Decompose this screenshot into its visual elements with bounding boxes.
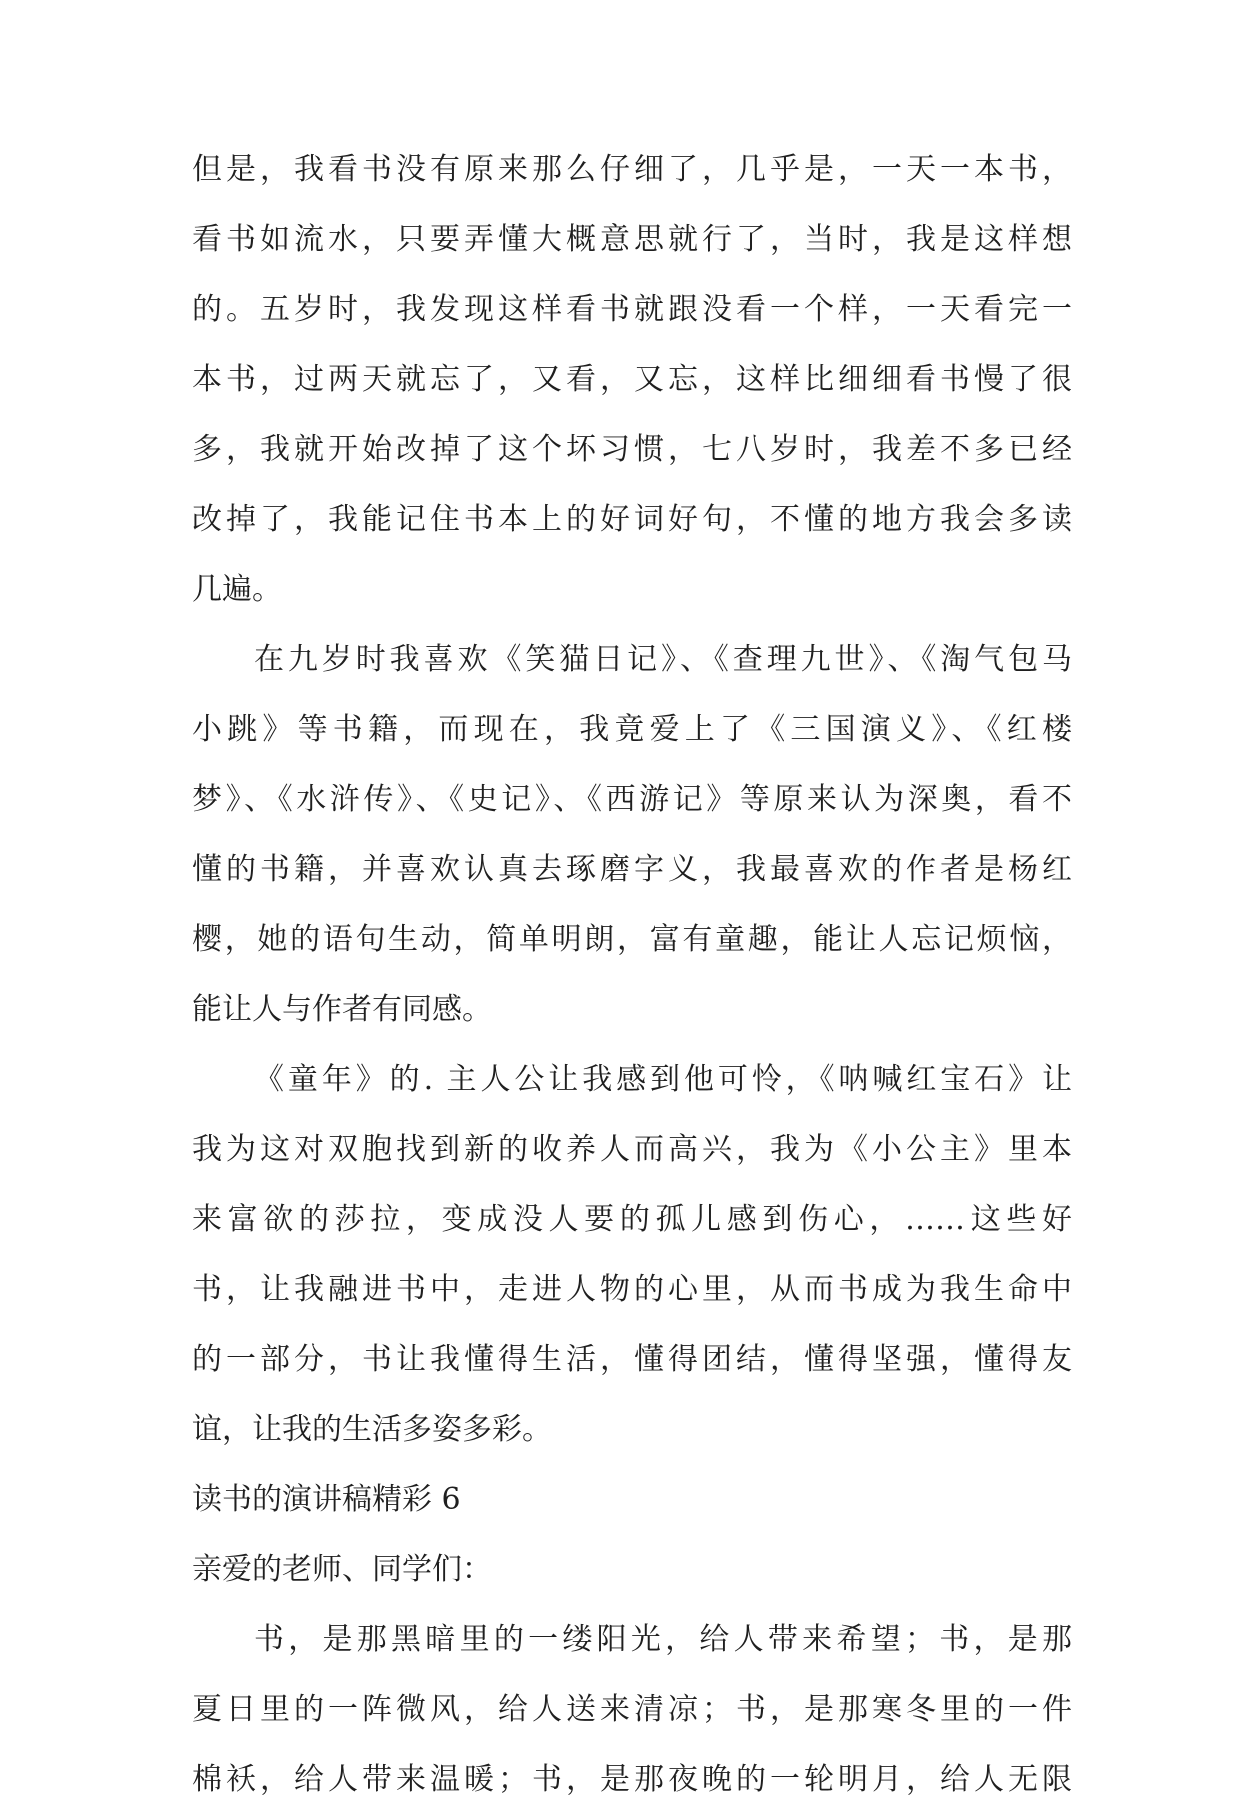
text-line: 我为这对双胞找到新的收养人而高兴，我为《小公主》里本 bbox=[192, 1132, 1072, 1167]
text-line: 本书，过两天就忘了，又看，又忘，这样比细细看书慢了很 bbox=[192, 362, 1072, 397]
text-line: 但是，我看书没有原来那么仔细了，几乎是，一天一本书， bbox=[192, 152, 1072, 187]
text-line: 能让人与作者有同感。 bbox=[192, 992, 492, 1027]
text-line: 的。五岁时，我发现这样看书就跟没看一个样，一天看完一 bbox=[192, 292, 1072, 327]
text-line: 在九岁时我喜欢《笑猫日记》、《查理九世》、《淘气包马 bbox=[254, 642, 1072, 677]
text-line: 《童年》的. 主人公让我感到他可怜，《呐喊红宝石》让 bbox=[254, 1062, 1072, 1097]
text-line: 夏日里的一阵微风，给人送来清凉；书，是那寒冬里的一件 bbox=[192, 1692, 1072, 1727]
text-line: 书，让我融进书中，走进人物的心里，从而书成为我生命中 bbox=[192, 1272, 1072, 1307]
text-line: 棉袄，给人带来温暖；书，是那夜晚的一轮明月，给人无限 bbox=[192, 1762, 1072, 1797]
text-line: 看书如流水，只要弄懂大概意思就行了，当时，我是这样想 bbox=[192, 222, 1072, 257]
text-line: 几遍。 bbox=[192, 572, 282, 607]
text-line: 樱，她的语句生动，简单明朗，富有童趣，能让人忘记烦恼， bbox=[192, 922, 1072, 957]
text-line: 梦》、《水浒传》、《史记》、《西游记》等原来认为深奥，看不 bbox=[192, 782, 1072, 817]
text-line: 谊，让我的生活多姿多彩。 bbox=[192, 1412, 552, 1447]
text-line: 改掉了，我能记住书本上的好词好句，不懂的地方我会多读 bbox=[192, 502, 1072, 537]
salutation: 亲爱的老师、同学们： bbox=[192, 1552, 492, 1587]
text-line: 的一部分，书让我懂得生活，懂得团结，懂得坚强，懂得友 bbox=[192, 1342, 1072, 1377]
text-line: 小跳》等书籍，而现在，我竟爱上了《三国演义》、《红楼 bbox=[192, 712, 1072, 747]
section-heading: 读书的演讲稿精彩 6 bbox=[192, 1482, 461, 1517]
text-line: 懂的书籍，并喜欢认真去琢磨字义，我最喜欢的作者是杨红 bbox=[192, 852, 1072, 887]
text-line: 多，我就开始改掉了这个坏习惯，七八岁时，我差不多已经 bbox=[192, 432, 1072, 467]
text-line: 来富欲的莎拉，变成没人要的孤儿感到伤心，……这些好 bbox=[192, 1202, 1072, 1237]
text-line: 书，是那黑暗里的一缕阳光，给人带来希望；书，是那 bbox=[254, 1622, 1072, 1657]
